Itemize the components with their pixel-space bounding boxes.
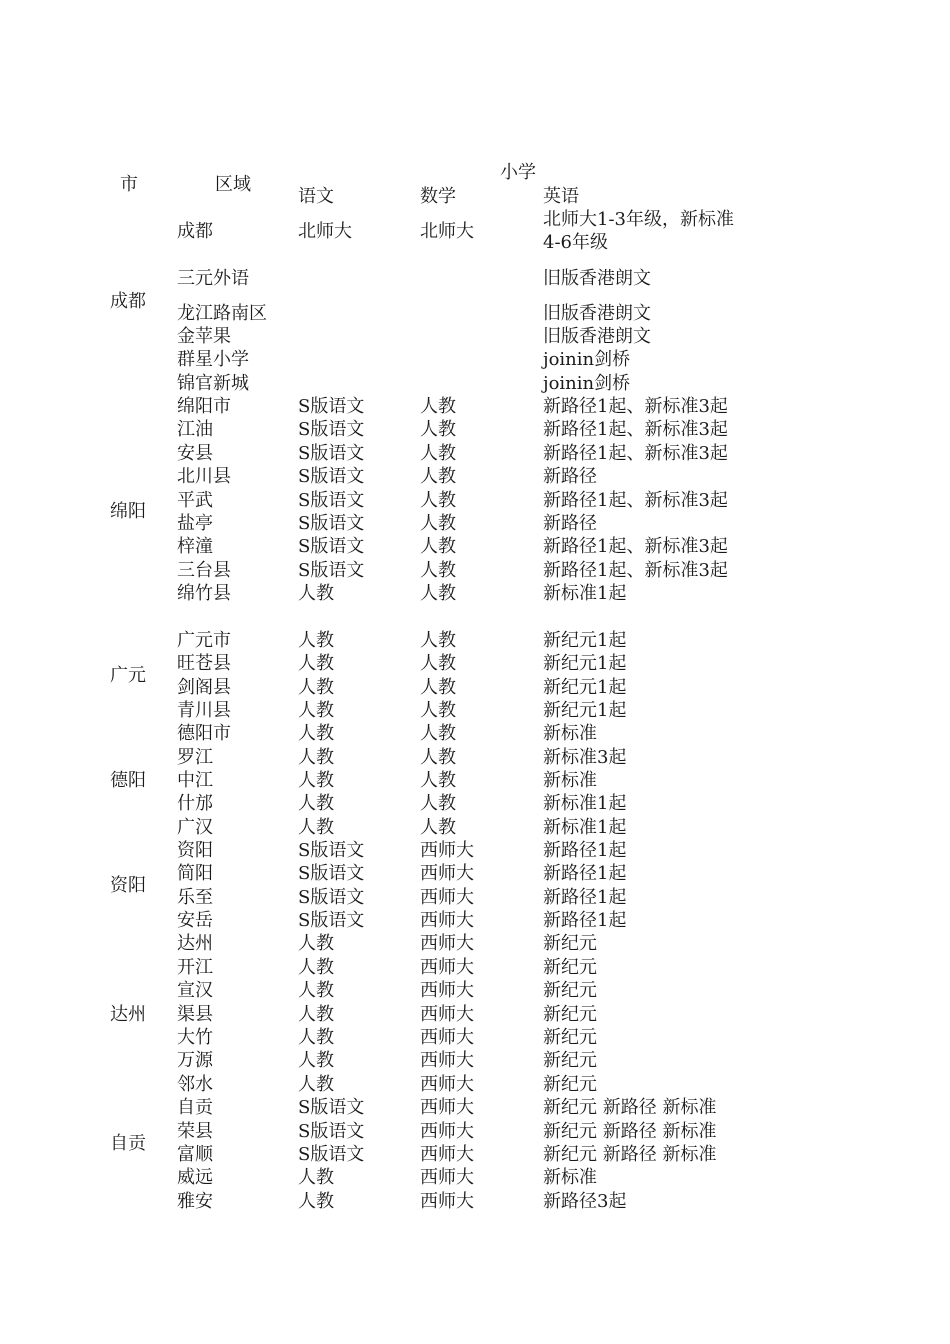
math-cell: 西师大 (420, 1027, 474, 1048)
english-cell: 新标准1起 (543, 817, 627, 838)
english-cell: 新纪元 (543, 980, 597, 1001)
region-cell: 盐亭 (177, 513, 213, 534)
chinese-cell: 人教 (298, 677, 334, 698)
region-cell: 渠县 (177, 1004, 213, 1025)
region-cell: 锦官新城 (177, 373, 249, 394)
chinese-cell: 人教 (298, 700, 334, 721)
chinese-cell: S版语文 (298, 1144, 365, 1165)
english-cell: 新纪元 (543, 1004, 597, 1025)
chinese-cell: 人教 (298, 1167, 334, 1188)
region-cell: 绵阳市 (177, 396, 231, 417)
english-cell: 新纪元 (543, 1074, 597, 1095)
region-cell: 中江 (177, 770, 213, 791)
english-cell: 新路径 (543, 466, 597, 487)
english-cell: 旧版香港朗文 (543, 303, 651, 324)
chinese-cell: 人教 (298, 723, 334, 744)
english-cell: 新标准1起 (543, 583, 627, 604)
chinese-cell: S版语文 (298, 419, 365, 440)
math-cell: 西师大 (420, 1167, 474, 1188)
english-cell: 新纪元 新路径 新标准 (543, 1144, 717, 1165)
region-cell: 三元外语 (177, 268, 249, 289)
math-cell: 人教 (420, 793, 456, 814)
english-cell: 旧版香港朗文 (543, 326, 651, 347)
region-cell: 三台县 (177, 560, 231, 581)
chinese-cell: 人教 (298, 980, 334, 1001)
chinese-cell: 人教 (298, 957, 334, 978)
chinese-cell: 人教 (298, 793, 334, 814)
chinese-cell: 人教 (298, 1027, 334, 1048)
math-cell: 人教 (420, 630, 456, 651)
city-label: 资阳 (110, 875, 146, 896)
math-cell: 西师大 (420, 957, 474, 978)
region-cell: 邻水 (177, 1074, 213, 1095)
english-cell: 新标准1起 (543, 793, 627, 814)
region-cell: 什邡 (177, 793, 213, 814)
math-cell: 人教 (420, 536, 456, 557)
chinese-cell: 人教 (298, 1004, 334, 1025)
math-cell: 人教 (420, 747, 456, 768)
chinese-cell: 人教 (298, 933, 334, 954)
english-cell: 新路径 (543, 513, 597, 534)
region-cell: 旺苍县 (177, 653, 231, 674)
english-cell: 新标准 (543, 723, 597, 744)
chinese-cell: S版语文 (298, 443, 365, 464)
header-english: 英语 (543, 186, 579, 207)
english-cell: 新路径3起 (543, 1191, 627, 1212)
region-cell: 平武 (177, 490, 213, 511)
header-math: 数学 (420, 186, 456, 207)
region-cell: 荣县 (177, 1121, 213, 1142)
region-cell: 江油 (177, 419, 213, 440)
math-cell: 西师大 (420, 863, 474, 884)
math-cell: 人教 (420, 443, 456, 464)
chinese-cell: 人教 (298, 653, 334, 674)
region-cell: 自贡 (177, 1097, 213, 1118)
region-cell: 北川县 (177, 466, 231, 487)
english-cell: 新路径1起、新标准3起 (543, 443, 728, 464)
math-cell: 西师大 (420, 1050, 474, 1071)
math-cell: 西师大 (420, 1004, 474, 1025)
chinese-cell: S版语文 (298, 490, 365, 511)
math-cell: 人教 (420, 583, 456, 604)
english-cell: 新纪元 (543, 1050, 597, 1071)
chinese-cell: S版语文 (298, 1097, 365, 1118)
header-group: 小学 (500, 162, 536, 183)
math-cell: 西师大 (420, 980, 474, 1001)
chinese-cell: 人教 (298, 583, 334, 604)
english-cell: 新路径1起、新标准3起 (543, 490, 728, 511)
english-cell: joinin剑桥 (543, 349, 631, 370)
region-cell: 广汉 (177, 817, 213, 838)
english-cell: 新标准3起 (543, 747, 627, 768)
chinese-cell: S版语文 (298, 1121, 365, 1142)
region-cell: 宣汉 (177, 980, 213, 1001)
english-cell: 新纪元 (543, 933, 597, 954)
math-cell: 西师大 (420, 1121, 474, 1142)
math-cell: 人教 (420, 817, 456, 838)
math-cell: 西师大 (420, 1144, 474, 1165)
english-cell: 北师大1-3年级，新标准4-6年级 (543, 209, 734, 253)
region-cell: 广元市 (177, 630, 231, 651)
math-cell: 西师大 (420, 910, 474, 931)
header-region: 区域 (215, 174, 251, 195)
region-cell: 简阳 (177, 863, 213, 884)
region-cell: 绵竹县 (177, 583, 231, 604)
english-cell: 新标准 (543, 1167, 597, 1188)
english-cell: 旧版香港朗文 (543, 268, 651, 289)
math-cell: 人教 (420, 677, 456, 698)
math-cell: 西师大 (420, 933, 474, 954)
chinese-cell: 人教 (298, 630, 334, 651)
math-cell: 人教 (420, 653, 456, 674)
region-cell: 威远 (177, 1167, 213, 1188)
city-label: 自贡 (110, 1133, 146, 1154)
chinese-cell: S版语文 (298, 536, 365, 557)
math-cell: 人教 (420, 466, 456, 487)
english-cell: 新路径1起 (543, 887, 627, 908)
chinese-cell: S版语文 (298, 560, 365, 581)
region-cell: 开江 (177, 957, 213, 978)
english-cell: 新纪元1起 (543, 677, 627, 698)
chinese-cell: S版语文 (298, 513, 365, 534)
math-cell: 西师大 (420, 840, 474, 861)
region-cell: 资阳 (177, 840, 213, 861)
region-cell: 富顺 (177, 1144, 213, 1165)
chinese-cell: S版语文 (298, 466, 365, 487)
header-chinese: 语文 (298, 186, 334, 207)
math-cell: 人教 (420, 396, 456, 417)
region-cell: 达州 (177, 933, 213, 954)
city-label: 达州 (110, 1004, 146, 1025)
math-cell: 北师大 (420, 221, 474, 242)
chinese-cell: S版语文 (298, 840, 365, 861)
chinese-cell: S版语文 (298, 910, 365, 931)
english-cell: 新纪元1起 (543, 653, 627, 674)
region-cell: 德阳市 (177, 723, 231, 744)
region-cell: 成都 (177, 221, 213, 242)
english-cell: joinin剑桥 (543, 373, 631, 394)
english-cell: 新纪元 新路径 新标准 (543, 1121, 717, 1142)
region-cell: 雅安 (177, 1191, 213, 1212)
english-cell: 新纪元 新路径 新标准 (543, 1097, 717, 1118)
math-cell: 人教 (420, 560, 456, 581)
math-cell: 西师大 (420, 1097, 474, 1118)
math-cell: 西师大 (420, 1191, 474, 1212)
math-cell: 西师大 (420, 1074, 474, 1095)
region-cell: 金苹果 (177, 326, 231, 347)
math-cell: 人教 (420, 513, 456, 534)
chinese-cell: 人教 (298, 1050, 334, 1071)
region-cell: 安岳 (177, 910, 213, 931)
chinese-cell: 人教 (298, 817, 334, 838)
math-cell: 人教 (420, 700, 456, 721)
chinese-cell: 人教 (298, 747, 334, 768)
city-label: 广元 (110, 665, 146, 686)
city-label: 德阳 (110, 770, 146, 791)
english-cell: 新路径1起 (543, 863, 627, 884)
english-cell: 新路径1起 (543, 840, 627, 861)
english-cell: 新纪元 (543, 1027, 597, 1048)
english-cell: 新纪元 (543, 957, 597, 978)
math-cell: 西师大 (420, 887, 474, 908)
english-cell: 新路径1起、新标准3起 (543, 560, 728, 581)
math-cell: 人教 (420, 490, 456, 511)
english-cell: 新纪元1起 (543, 630, 627, 651)
chinese-cell: S版语文 (298, 887, 365, 908)
city-label: 成都 (110, 291, 146, 312)
math-cell: 人教 (420, 419, 456, 440)
english-cell: 新标准 (543, 770, 597, 791)
math-cell: 人教 (420, 723, 456, 744)
region-cell: 乐至 (177, 887, 213, 908)
region-cell: 罗江 (177, 747, 213, 768)
chinese-cell: 人教 (298, 1074, 334, 1095)
chinese-cell: S版语文 (298, 863, 365, 884)
chinese-cell: 北师大 (298, 221, 352, 242)
region-cell: 群星小学 (177, 349, 249, 370)
region-cell: 梓潼 (177, 536, 213, 557)
region-cell: 龙江路南区 (177, 303, 267, 324)
region-cell: 青川县 (177, 700, 231, 721)
region-cell: 万源 (177, 1050, 213, 1071)
header-city: 市 (120, 174, 138, 195)
chinese-cell: S版语文 (298, 396, 365, 417)
chinese-cell: 人教 (298, 1191, 334, 1212)
city-label: 绵阳 (110, 501, 146, 522)
region-cell: 大竹 (177, 1027, 213, 1048)
english-cell: 新路径1起、新标准3起 (543, 419, 728, 440)
math-cell: 人教 (420, 770, 456, 791)
region-cell: 剑阁县 (177, 677, 231, 698)
english-cell: 新路径1起 (543, 910, 627, 931)
region-cell: 安县 (177, 443, 213, 464)
chinese-cell: 人教 (298, 770, 334, 791)
english-cell: 新路径1起、新标准3起 (543, 396, 728, 417)
english-cell: 新纪元1起 (543, 700, 627, 721)
english-cell: 新路径1起、新标准3起 (543, 536, 728, 557)
